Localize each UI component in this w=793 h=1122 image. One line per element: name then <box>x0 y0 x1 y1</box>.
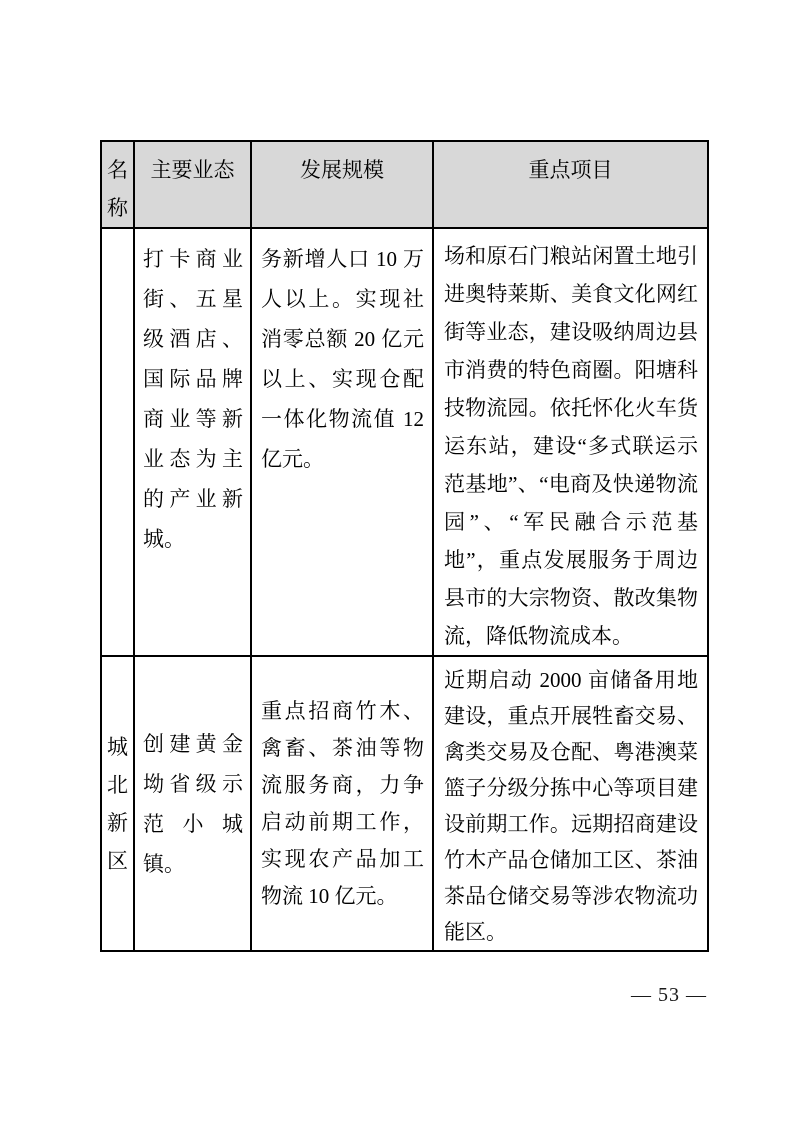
cell-row2-projects: 近期启动 2000 亩储备用地建设，重点开展牲畜交易、禽类交易及仓配、粤港澳菜篮子分级分拣中心等项目建设前期工作。远期招商建设竹木产品仓储加工区、茶油茶品仓储交易等涉农物流功能区。 <box>433 656 708 951</box>
table-row <box>101 656 708 951</box>
cell-row2-business: 创建黄金坳省级示范小城镇。 <box>134 656 251 951</box>
header-cell-name: 名称 <box>101 141 134 228</box>
page-number: — 53 — <box>631 984 707 1006</box>
header-cell-business: 主要业态 <box>134 141 251 228</box>
cell-row1-business: 打卡商业街、五星级酒店、国际品牌商业等新业态为主的产业新城。 <box>134 228 251 656</box>
cell-row2-name: 城北新区 <box>101 656 134 951</box>
header-cell-scale: 发展规模 <box>251 141 433 228</box>
header-cell-projects: 重点项目 <box>433 141 708 228</box>
cell-row1-projects: 场和原石门粮站闲置土地引进奥特莱斯、美食文化网红街等业态，建设吸纳周边县市消费的特色商圈。阳塘科技物流园。依托怀化火车货运东站，建设“多式联运示范基地”、“电商及快递物流园”、“军民融合示范基地”，重点发展服务于周边县市的大宗物资、散改集物流，降低物流成本。 <box>433 228 708 656</box>
cell-row1-name <box>101 228 134 656</box>
cell-row2-scale: 重点招商竹木、禽畜、茶油等物流服务商，力争启动前期工作，实现农产品加工物流 10 亿元。 <box>251 656 433 951</box>
table-header-row <box>101 141 708 228</box>
planning-table <box>100 140 709 952</box>
cell-row1-scale: 务新增人口 10 万人以上。实现社消零总额 20 亿元以上、实现仓配一体化物流值 12 亿元。 <box>251 228 433 656</box>
table-row <box>101 228 708 656</box>
